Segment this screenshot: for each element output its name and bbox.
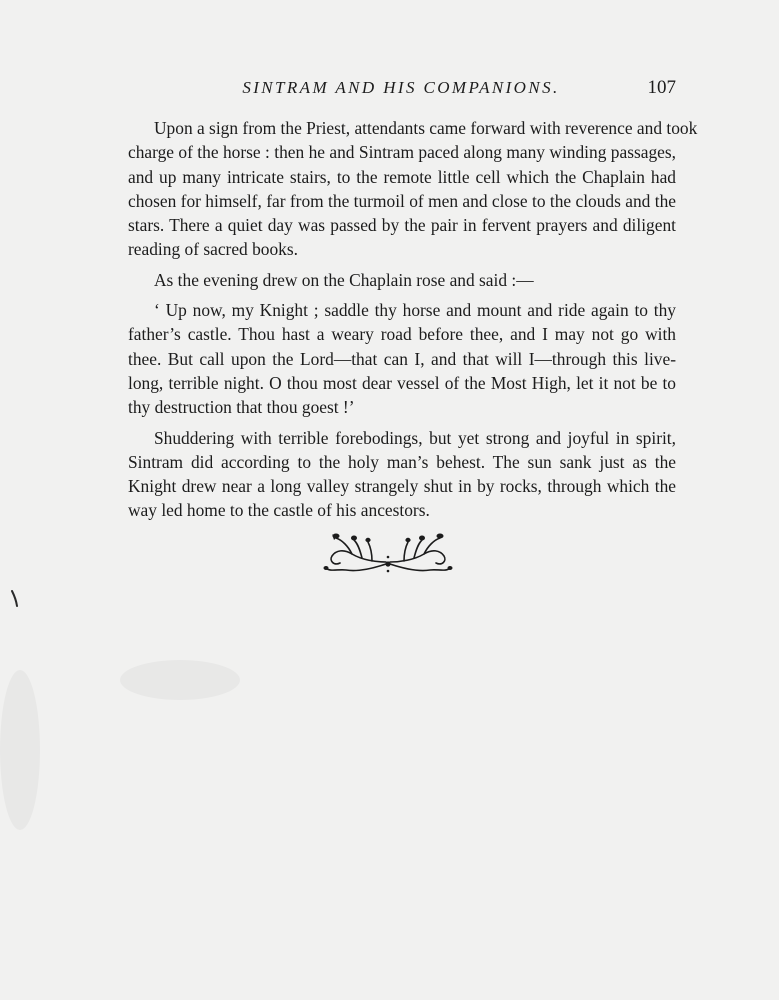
text-line: Knight drew near a long valley strangely shut in by rocks, through which the (128, 476, 676, 497)
paragraph (102, 116, 698, 262)
page-number: 107 (647, 77, 676, 98)
text-line: stars. There a quiet day was passed by the pair in fervent prayers and diligent (128, 215, 676, 236)
text-line: thee. But call upon the Lord—that can I, and that will I—through this live- (128, 348, 676, 369)
text-line: As the evening drew on the Chaplain rose and said :— (154, 269, 534, 290)
paragraph (102, 268, 676, 292)
text-line: Upon a sign from the Priest, attendants came forward with reverence and took (154, 118, 698, 138)
page-smudge (0, 670, 40, 830)
text-line: father’s castle. Thou hast a weary road before thee, and I may not go with (128, 324, 676, 345)
text-line: thy destruction that thou goest !’ (128, 397, 355, 418)
ink-mark-icon (10, 590, 20, 608)
text-line: and up many intricate stairs, to the remote little cell which the Chaplain had (128, 166, 676, 187)
text-line: charge of the horse : then he and Sintram paced along many winding passages, (128, 142, 676, 163)
text-line: Shuddering with terrible forebodings, but yet strong and joyful in spirit, (154, 427, 676, 448)
body-text (102, 116, 698, 529)
text-line: way led home to the castle of his ancestors. (128, 500, 430, 521)
text-line: reading of sacred books. (128, 239, 298, 260)
running-head (102, 78, 676, 102)
paragraph (102, 298, 676, 419)
text-line: long, terrible night. O thou most dear vessel of the Most High, let it not be to (128, 372, 676, 393)
page-smudge (120, 660, 240, 700)
floral-tailpiece-icon (318, 528, 458, 580)
paragraph (102, 426, 676, 523)
text-line: Sintram did according to the holy man’s behest. The sun sank just as the (128, 451, 676, 472)
text-line: ‘ Up now, my Knight ; saddle thy horse and mount and ride again to thy (154, 300, 676, 321)
text-line: chosen for himself, far from the turmoil of men and close to the clouds and the (128, 190, 676, 211)
running-title: SINTRAM AND HIS COMPANIONS. (242, 78, 560, 97)
